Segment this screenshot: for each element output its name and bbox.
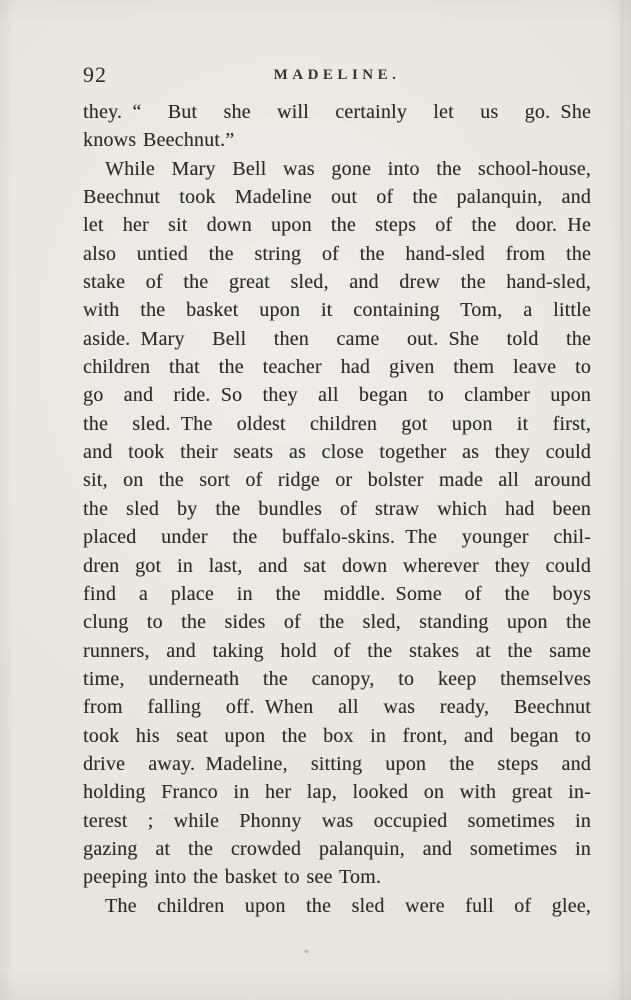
text-line: go and ride. So they all began to clamber upon: [83, 384, 591, 407]
text-line: find a place in the middle. Some of the boys: [83, 582, 591, 605]
text-line: time, underneath the canopy, to keep themselves: [83, 667, 591, 690]
page-number: 92: [83, 62, 107, 87]
text-line: sit, on the sort of ridge or bolster made all around: [83, 469, 591, 492]
text-line: knows Beechnut.”: [83, 129, 235, 152]
text-line: from falling off. When all was ready, Beechnut: [83, 696, 591, 719]
text-line: terest ; while Phonny was occupied sometimes in: [83, 809, 591, 832]
paper-speck: [303, 949, 310, 954]
text-line: the sled. The oldest children got upon it first,: [83, 412, 591, 435]
text-line: Beechnut took Madeline out of the palanquin, and: [83, 186, 591, 209]
text-line: with the basket upon it containing Tom, a little: [83, 299, 591, 322]
text-line: gazing at the crowded palanquin, and sometimes in: [83, 837, 591, 860]
text-line: dren got in last, and sat down wherever they could: [83, 554, 591, 577]
text-line: let her sit down upon the steps of the door. He: [83, 214, 591, 237]
text-line: holding Franco in her lap, looked on with great in-: [83, 781, 591, 804]
text-line: they. “ But she will certainly let us go. She: [83, 101, 591, 123]
text-line: the sled by the bundles of straw which had been: [83, 497, 591, 520]
text-line: also untied the string of the hand-sled from the: [83, 242, 591, 265]
paragraph: [83, 98, 591, 155]
text-line: runners, and taking hold of the stakes at the same: [83, 639, 591, 662]
text-line: aside. Mary Bell then came out. She told the: [83, 327, 591, 350]
text-line: placed under the buffalo-skins. The younger chil-: [83, 526, 591, 549]
text-line: took his seat upon the box in front, and began to: [83, 724, 591, 747]
text-line: and took their seats as close together as they could: [83, 441, 591, 464]
text-line: While Mary Bell was gone into the school-house,: [105, 157, 591, 180]
text-line: children that the teacher had given them leave to: [83, 356, 591, 379]
page-body: [0, 98, 631, 920]
text-line: stake of the great sled, and drew the hand-sled,: [83, 271, 591, 294]
text-line: The children upon the sled were full of glee,: [105, 894, 591, 917]
text-line: drive away. Madeline, sitting upon the steps and: [83, 752, 591, 775]
paragraph: [83, 155, 591, 892]
running-title: MADELINE.: [273, 67, 401, 83]
page-header: [0, 0, 631, 98]
text-line: clung to the sides of the sled, standing upon the: [83, 611, 591, 634]
paragraph: [83, 892, 591, 920]
text-line: peeping into the basket to see Tom.: [83, 866, 382, 889]
